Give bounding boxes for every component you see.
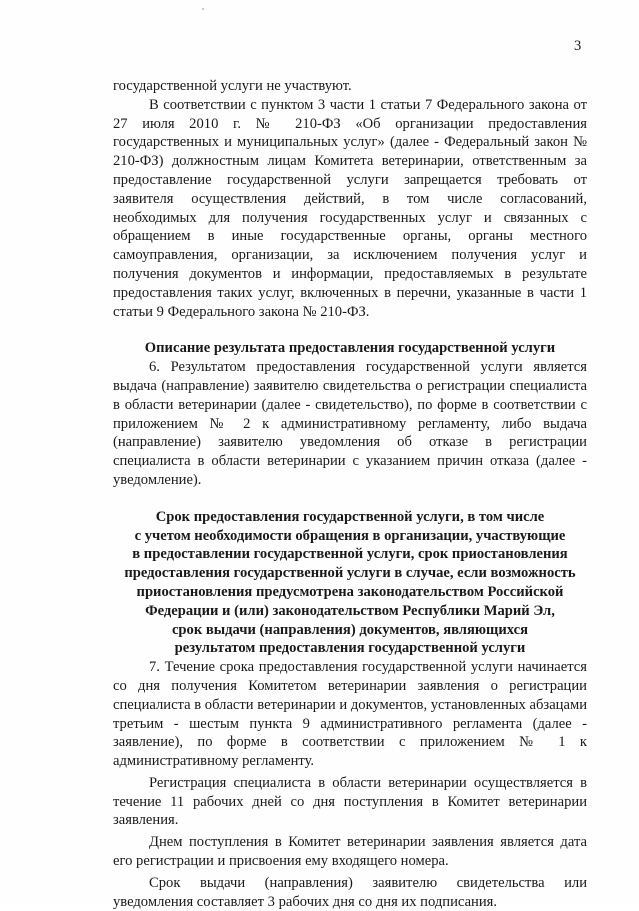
heading-result: Описание результата предоставления государственной услуги (144, 340, 556, 357)
paragraph-6: 6. Результатом предоставления государственной услуги является выдача (направление) заявителю свидетельства о регистрации специалиста в области ветеринарии (далее - свидетельство), по форме в соответствии с приложением № 2 к административному регламенту, либо выдача (направление) заявителю уведомления об отказе в регистрации специалиста в области ветеринарии с указанием причин отказа (далее - уведомление). (113, 359, 587, 488)
heading-term-line: Срок предоставления государственной услуги, в том числе (155, 508, 545, 525)
heading-term-line: срок выдачи (направления) документов, являющихся (171, 621, 529, 638)
spacer (113, 321, 587, 339)
heading-term-line: результатом предоставления государственной услуги (174, 640, 526, 657)
heading-term-line: приостановления предусмотрена законодательством Российской (136, 583, 564, 600)
paragraph-7: 7. Течение срока предоставления государственной услуги начинается со дня получения Комитетом ветеринарии заявления о регистрации специалиста в области ветеринарии и документов, установленных абзацами третьим - шестым пункта 9 административного регламента (далее - заявление), по форме в соответствии с приложением № 1 к административному регламенту. (113, 659, 587, 770)
heading-term (113, 508, 587, 658)
heading-term-line: в предоставлении государственной услуги, срок приостановления (132, 546, 568, 563)
heading-term-line: с учетом необходимости обращения в организации, участвующие (134, 527, 566, 544)
paragraph-registration: Регистрация специалиста в области ветеринарии осуществляется в течение 11 рабочих дней со дня поступления в Комитет ветеринарии заявления. (113, 774, 587, 829)
heading-term-line: предоставления государственной услуги в случае, если возможность (124, 565, 576, 582)
heading-term-line: Федерации и (или) законодательством Республики Марий Эл, (145, 602, 555, 619)
page-number: 3 (574, 38, 582, 54)
paragraph-fz210: В соответствии с пунктом 3 части 1 статьи 7 Федерального закона от 27 июля 2010 г. № 210-ФЗ «Об организации предоставления государственных и муниципальных услуг» (далее - Федеральный закон № 210-ФЗ) должностным лицам Комитета ветеринарии, ответственным за предоставление государственной услуги запрещается требовать от заявителя осуществления действий, в том числе согласований, необходимых для получения государственных услуг и связанных с обращением в иные государственные органы, органы местного самоуправления, организации, за исключением получения услуг и получения документов и информации, предоставляемых в результате предоставления таких услуг, включенных в перечни, указанные в части 1 статьи 9 Федерального закона № 210-ФЗ. (113, 96, 587, 320)
scan-speck (202, 8, 204, 10)
paragraph-section1-tail: государственной услуги не участвуют. (113, 78, 352, 94)
paragraph-issue-term: Срок выдачи (направления) заявителю свидетельства или уведомления составляет 3 рабочих дня со дня их подписания. (113, 874, 587, 910)
paragraph-receipt-day: Днем поступления в Комитет ветеринарии заявления является дата его регистрации и присвоения ему входящего номера. (113, 834, 587, 870)
document-body (113, 77, 587, 911)
spacer (113, 490, 587, 508)
